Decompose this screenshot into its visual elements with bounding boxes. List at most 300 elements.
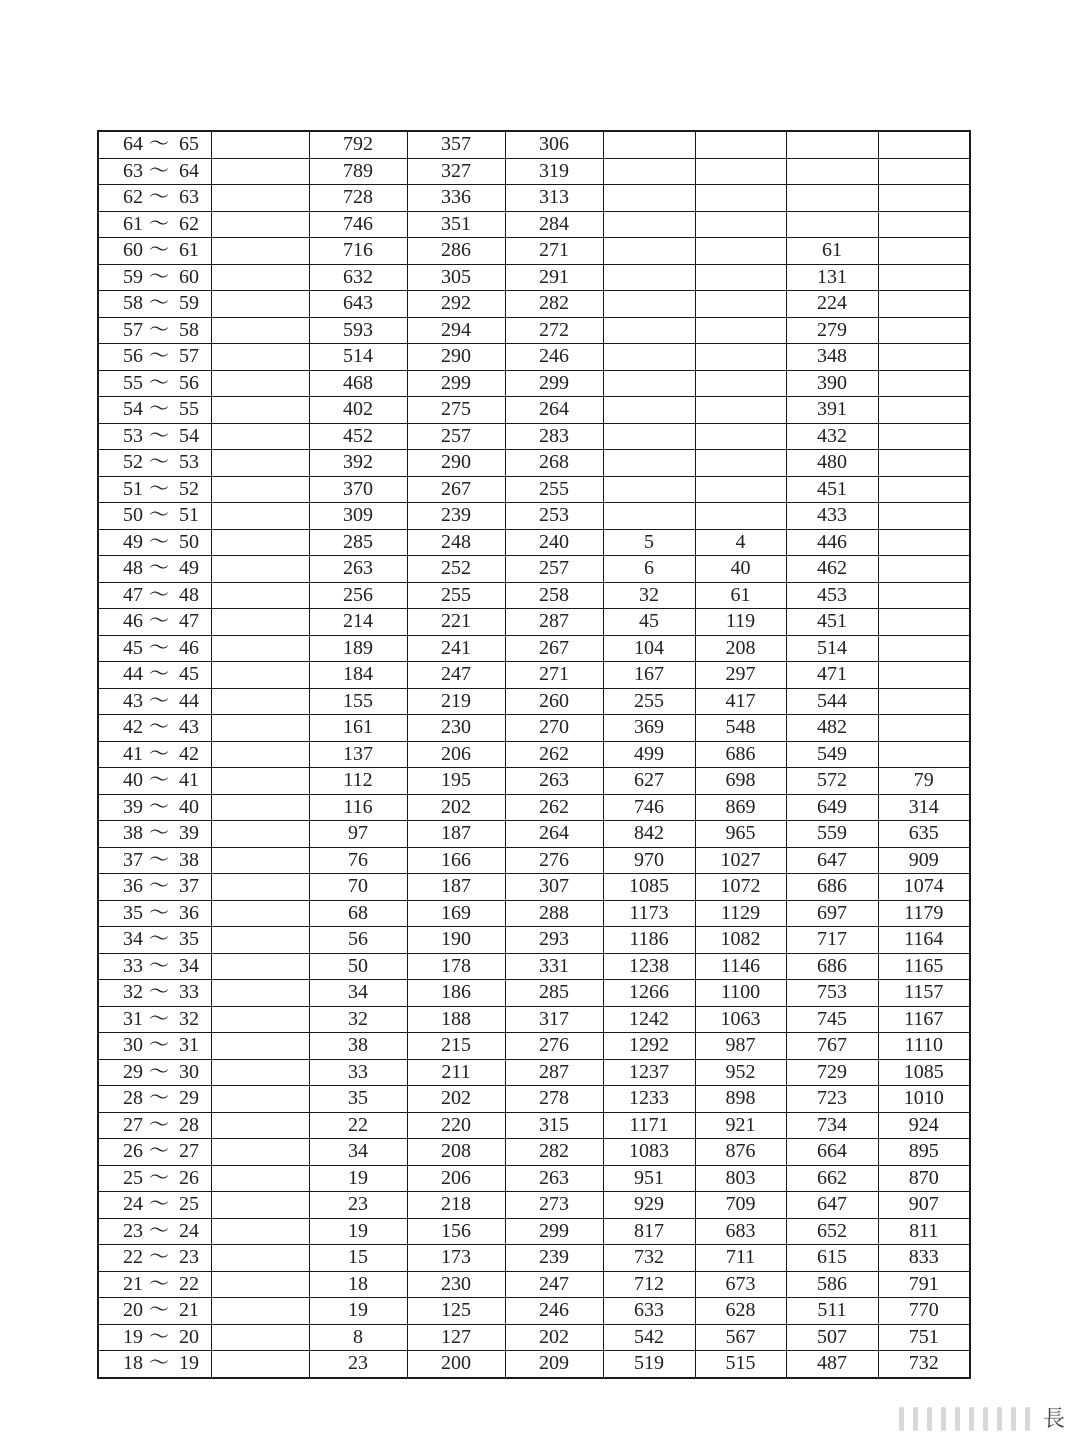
count-cell-c8: 909 (878, 847, 970, 874)
count-cell-c2: 97 (309, 821, 407, 848)
range-separator: ～ (149, 901, 169, 924)
count-cell-c2: 23 (309, 1351, 407, 1378)
range-high: 60 (179, 265, 199, 288)
count-cell-c7: 61 (786, 238, 878, 265)
count-cell-c6: 548 (695, 715, 786, 742)
count-cell-c4: 257 (505, 556, 603, 583)
count-cell-c6: 709 (695, 1192, 786, 1219)
range-high: 53 (179, 451, 199, 474)
range-high: 49 (179, 557, 199, 580)
count-cell-c5: 104 (603, 635, 695, 662)
range-high: 40 (179, 795, 199, 818)
range-separator: ～ (149, 689, 169, 712)
range-high: 35 (179, 928, 199, 951)
range-high: 22 (179, 1272, 199, 1295)
count-cell-c5 (603, 503, 695, 530)
count-cell-c8 (878, 158, 970, 185)
count-cell-c1 (211, 582, 309, 609)
count-cell-c4: 246 (505, 344, 603, 371)
count-cell-c2: 22 (309, 1112, 407, 1139)
count-cell-c4: 285 (505, 980, 603, 1007)
count-cell-c4: 307 (505, 874, 603, 901)
count-cell-c2: 468 (309, 370, 407, 397)
count-cell-c5: 519 (603, 1351, 695, 1378)
range-low: 31 (123, 1007, 143, 1030)
count-cell-c1 (211, 503, 309, 530)
range-low: 22 (123, 1246, 143, 1269)
count-cell-c6: 965 (695, 821, 786, 848)
count-cell-c6: 952 (695, 1059, 786, 1086)
count-cell-c4: 202 (505, 1324, 603, 1351)
count-cell-c3: 230 (407, 1271, 505, 1298)
count-cell-c8 (878, 317, 970, 344)
score-range-cell (98, 1006, 211, 1033)
count-cell-c7: 131 (786, 264, 878, 291)
count-cell-c1 (211, 1033, 309, 1060)
count-cell-c4: 283 (505, 423, 603, 450)
range-high: 54 (179, 424, 199, 447)
count-cell-c4: 267 (505, 635, 603, 662)
score-range-cell (98, 847, 211, 874)
count-cell-c5: 970 (603, 847, 695, 874)
count-cell-c2: 33 (309, 1059, 407, 1086)
count-cell-c5 (603, 344, 695, 371)
count-cell-c7: 482 (786, 715, 878, 742)
count-cell-c1 (211, 211, 309, 238)
count-cell-c6 (695, 423, 786, 450)
range-separator: ～ (149, 875, 169, 898)
count-cell-c5 (603, 238, 695, 265)
count-cell-c8 (878, 211, 970, 238)
count-cell-c3: 190 (407, 927, 505, 954)
range-separator: ～ (149, 1272, 169, 1295)
count-cell-c4: 331 (505, 953, 603, 980)
table-body (98, 131, 970, 1378)
range-low: 60 (123, 239, 143, 262)
count-cell-c3: 195 (407, 768, 505, 795)
count-cell-c1 (211, 397, 309, 424)
range-low: 32 (123, 981, 143, 1004)
score-range-cell (98, 1245, 211, 1272)
range-separator: ～ (149, 239, 169, 262)
count-cell-c8 (878, 185, 970, 212)
count-cell-c7: 664 (786, 1139, 878, 1166)
range-high: 55 (179, 398, 199, 421)
range-separator: ～ (149, 451, 169, 474)
range-separator: ～ (149, 212, 169, 235)
count-cell-c2: 155 (309, 688, 407, 715)
range-high: 52 (179, 477, 199, 500)
count-cell-c4: 282 (505, 291, 603, 318)
range-separator: ～ (149, 848, 169, 871)
count-cell-c3: 327 (407, 158, 505, 185)
count-cell-c4: 255 (505, 476, 603, 503)
range-low: 29 (123, 1060, 143, 1083)
range-high: 50 (179, 530, 199, 553)
count-cell-c2: 161 (309, 715, 407, 742)
range-high: 38 (179, 848, 199, 871)
range-low: 19 (123, 1325, 143, 1348)
count-cell-c5: 746 (603, 794, 695, 821)
count-cell-c3: 219 (407, 688, 505, 715)
count-cell-c2: 189 (309, 635, 407, 662)
count-cell-c5 (603, 264, 695, 291)
count-cell-c3: 125 (407, 1298, 505, 1325)
count-cell-c7: 462 (786, 556, 878, 583)
range-separator: ～ (149, 636, 169, 659)
score-range-cell (98, 397, 211, 424)
range-high: 33 (179, 981, 199, 1004)
table-row (98, 582, 970, 609)
count-cell-c7: 507 (786, 1324, 878, 1351)
range-high: 58 (179, 318, 199, 341)
count-cell-c7: 734 (786, 1112, 878, 1139)
count-cell-c4: 278 (505, 1086, 603, 1113)
count-cell-c1 (211, 1192, 309, 1219)
range-low: 57 (123, 318, 143, 341)
score-range-cell (98, 1218, 211, 1245)
score-range-cell (98, 317, 211, 344)
count-cell-c1 (211, 1271, 309, 1298)
range-separator: ～ (149, 504, 169, 527)
score-range-cell (98, 264, 211, 291)
table-row (98, 662, 970, 689)
count-cell-c7: 753 (786, 980, 878, 1007)
count-cell-c7: 662 (786, 1165, 878, 1192)
count-cell-c8: 791 (878, 1271, 970, 1298)
scroll-indicator (895, 1405, 1041, 1435)
count-cell-c8 (878, 450, 970, 477)
count-cell-c2: 35 (309, 1086, 407, 1113)
range-low: 18 (123, 1352, 143, 1375)
count-cell-c2: 19 (309, 1298, 407, 1325)
count-cell-c2: 50 (309, 953, 407, 980)
count-cell-c4: 287 (505, 609, 603, 636)
count-cell-c7: 697 (786, 900, 878, 927)
count-cell-c7: 446 (786, 529, 878, 556)
count-cell-c8: 895 (878, 1139, 970, 1166)
count-cell-c4: 247 (505, 1271, 603, 1298)
range-low: 61 (123, 212, 143, 235)
count-cell-c8: 870 (878, 1165, 970, 1192)
range-separator: ～ (149, 795, 169, 818)
count-cell-c2: 370 (309, 476, 407, 503)
score-range-cell (98, 741, 211, 768)
count-cell-c7: 647 (786, 847, 878, 874)
count-cell-c8 (878, 264, 970, 291)
count-cell-c3: 290 (407, 450, 505, 477)
range-separator: ～ (149, 133, 169, 156)
count-cell-c6: 869 (695, 794, 786, 821)
score-range-cell (98, 211, 211, 238)
count-cell-c1 (211, 1298, 309, 1325)
range-separator: ～ (149, 345, 169, 368)
count-cell-c6: 711 (695, 1245, 786, 1272)
count-cell-c5: 1242 (603, 1006, 695, 1033)
range-separator: ～ (149, 398, 169, 421)
range-separator: ～ (149, 424, 169, 447)
count-cell-c5: 167 (603, 662, 695, 689)
table-row (98, 688, 970, 715)
range-high: 64 (179, 159, 199, 182)
count-cell-c2: 68 (309, 900, 407, 927)
range-low: 39 (123, 795, 143, 818)
count-cell-c2: 15 (309, 1245, 407, 1272)
range-low: 20 (123, 1299, 143, 1322)
count-cell-c3: 188 (407, 1006, 505, 1033)
range-high: 36 (179, 901, 199, 924)
count-cell-c1 (211, 980, 309, 1007)
score-range-cell (98, 1271, 211, 1298)
range-low: 26 (123, 1140, 143, 1163)
count-cell-c2: 56 (309, 927, 407, 954)
range-high: 45 (179, 663, 199, 686)
range-high: 42 (179, 742, 199, 765)
count-cell-c3: 290 (407, 344, 505, 371)
count-cell-c5 (603, 185, 695, 212)
count-cell-c2: 643 (309, 291, 407, 318)
range-low: 36 (123, 875, 143, 898)
count-cell-c8: 907 (878, 1192, 970, 1219)
score-range-cell (98, 953, 211, 980)
range-low: 45 (123, 636, 143, 659)
range-high: 62 (179, 212, 199, 235)
count-cell-c8: 1074 (878, 874, 970, 901)
count-cell-c4: 262 (505, 741, 603, 768)
score-distribution-table-container (97, 130, 971, 1379)
count-cell-c6: 1072 (695, 874, 786, 901)
count-cell-c7: 279 (786, 317, 878, 344)
count-cell-c6: 4 (695, 529, 786, 556)
table-row (98, 185, 970, 212)
count-cell-c5: 1292 (603, 1033, 695, 1060)
count-cell-c8 (878, 423, 970, 450)
count-cell-c7: 224 (786, 291, 878, 318)
count-cell-c2: 746 (309, 211, 407, 238)
range-separator: ～ (149, 557, 169, 580)
count-cell-c6: 898 (695, 1086, 786, 1113)
count-cell-c6: 1100 (695, 980, 786, 1007)
range-high: 27 (179, 1140, 199, 1163)
count-cell-c2: 309 (309, 503, 407, 530)
count-cell-c1 (211, 1324, 309, 1351)
range-separator: ～ (149, 1166, 169, 1189)
count-cell-c5: 45 (603, 609, 695, 636)
range-high: 46 (179, 636, 199, 659)
count-cell-c4: 273 (505, 1192, 603, 1219)
count-cell-c2: 116 (309, 794, 407, 821)
count-cell-c4: 313 (505, 185, 603, 212)
count-cell-c6: 628 (695, 1298, 786, 1325)
table-row (98, 370, 970, 397)
table-row (98, 768, 970, 795)
count-cell-c5: 5 (603, 529, 695, 556)
table-row (98, 847, 970, 874)
count-cell-c1 (211, 344, 309, 371)
table-row (98, 556, 970, 583)
range-separator: ～ (149, 1034, 169, 1057)
count-cell-c6: 1129 (695, 900, 786, 927)
count-cell-c1 (211, 1139, 309, 1166)
count-cell-c7: 451 (786, 609, 878, 636)
range-separator: ～ (149, 530, 169, 553)
count-cell-c6 (695, 131, 786, 158)
count-cell-c5: 1233 (603, 1086, 695, 1113)
count-cell-c2: 392 (309, 450, 407, 477)
count-cell-c2: 789 (309, 158, 407, 185)
count-cell-c6 (695, 317, 786, 344)
count-cell-c6: 61 (695, 582, 786, 609)
count-cell-c1 (211, 662, 309, 689)
count-cell-c6: 698 (695, 768, 786, 795)
count-cell-c4: 246 (505, 1298, 603, 1325)
count-cell-c5: 929 (603, 1192, 695, 1219)
score-range-cell (98, 582, 211, 609)
count-cell-c3: 257 (407, 423, 505, 450)
score-range-cell (98, 874, 211, 901)
table-row (98, 953, 970, 980)
count-cell-c4: 319 (505, 158, 603, 185)
range-separator: ～ (149, 1140, 169, 1163)
range-separator: ～ (149, 663, 169, 686)
count-cell-c2: 402 (309, 397, 407, 424)
count-cell-c4: 268 (505, 450, 603, 477)
count-cell-c1 (211, 423, 309, 450)
count-cell-c7: 729 (786, 1059, 878, 1086)
count-cell-c4: 276 (505, 847, 603, 874)
count-cell-c3: 351 (407, 211, 505, 238)
table-row (98, 1324, 970, 1351)
count-cell-c1 (211, 609, 309, 636)
count-cell-c7: 514 (786, 635, 878, 662)
count-cell-c2: 452 (309, 423, 407, 450)
score-range-cell (98, 450, 211, 477)
count-cell-c1 (211, 741, 309, 768)
table-row (98, 1218, 970, 1245)
range-low: 35 (123, 901, 143, 924)
range-low: 50 (123, 504, 143, 527)
table-row (98, 715, 970, 742)
count-cell-c2: 263 (309, 556, 407, 583)
score-range-cell (98, 556, 211, 583)
range-high: 20 (179, 1325, 199, 1348)
count-cell-c4: 262 (505, 794, 603, 821)
range-high: 57 (179, 345, 199, 368)
count-cell-c6: 40 (695, 556, 786, 583)
score-range-cell (98, 1351, 211, 1378)
range-low: 52 (123, 451, 143, 474)
table-row (98, 927, 970, 954)
count-cell-c2: 214 (309, 609, 407, 636)
range-high: 65 (179, 133, 199, 156)
count-cell-c2: 70 (309, 874, 407, 901)
count-cell-c5: 1173 (603, 900, 695, 927)
score-range-cell (98, 635, 211, 662)
count-cell-c4: 240 (505, 529, 603, 556)
range-separator: ～ (149, 186, 169, 209)
range-low: 41 (123, 742, 143, 765)
count-cell-c5: 255 (603, 688, 695, 715)
count-cell-c7: 767 (786, 1033, 878, 1060)
count-cell-c1 (211, 688, 309, 715)
count-cell-c4: 263 (505, 768, 603, 795)
count-cell-c1 (211, 953, 309, 980)
score-range-cell (98, 794, 211, 821)
range-high: 44 (179, 689, 199, 712)
count-cell-c3: 255 (407, 582, 505, 609)
count-cell-c4: 270 (505, 715, 603, 742)
range-high: 47 (179, 610, 199, 633)
range-high: 43 (179, 716, 199, 739)
table-row (98, 635, 970, 662)
count-cell-c3: 292 (407, 291, 505, 318)
table-row (98, 238, 970, 265)
count-cell-c3: 187 (407, 874, 505, 901)
range-separator: ～ (149, 716, 169, 739)
table-row (98, 344, 970, 371)
count-cell-c1 (211, 768, 309, 795)
count-cell-c3: 220 (407, 1112, 505, 1139)
range-separator: ～ (149, 1352, 169, 1375)
count-cell-c8 (878, 635, 970, 662)
count-cell-c2: 76 (309, 847, 407, 874)
count-cell-c3: 305 (407, 264, 505, 291)
score-range-cell (98, 238, 211, 265)
count-cell-c2: 728 (309, 185, 407, 212)
count-cell-c7: 511 (786, 1298, 878, 1325)
range-high: 34 (179, 954, 199, 977)
count-cell-c8 (878, 370, 970, 397)
count-cell-c6 (695, 238, 786, 265)
count-cell-c3: 357 (407, 131, 505, 158)
count-cell-c3: 218 (407, 1192, 505, 1219)
count-cell-c5 (603, 317, 695, 344)
count-cell-c8: 1179 (878, 900, 970, 927)
range-high: 28 (179, 1113, 199, 1136)
range-separator: ～ (149, 1007, 169, 1030)
count-cell-c1 (211, 1165, 309, 1192)
table-row (98, 1006, 970, 1033)
count-cell-c8 (878, 609, 970, 636)
count-cell-c1 (211, 1351, 309, 1378)
count-cell-c2: 23 (309, 1192, 407, 1219)
count-cell-c2: 34 (309, 980, 407, 1007)
count-cell-c2: 137 (309, 741, 407, 768)
count-cell-c1 (211, 291, 309, 318)
count-cell-c3: 206 (407, 1165, 505, 1192)
score-range-cell (98, 370, 211, 397)
count-cell-c7: 745 (786, 1006, 878, 1033)
count-cell-c1 (211, 1112, 309, 1139)
range-high: 26 (179, 1166, 199, 1189)
range-high: 25 (179, 1193, 199, 1216)
count-cell-c6: 1063 (695, 1006, 786, 1033)
count-cell-c1 (211, 847, 309, 874)
range-separator: ～ (149, 1060, 169, 1083)
range-high: 37 (179, 875, 199, 898)
count-cell-c2: 256 (309, 582, 407, 609)
table-row (98, 317, 970, 344)
range-separator: ～ (149, 371, 169, 394)
range-low: 37 (123, 848, 143, 871)
count-cell-c1 (211, 529, 309, 556)
count-cell-c6 (695, 370, 786, 397)
count-cell-c4: 272 (505, 317, 603, 344)
range-low: 54 (123, 398, 143, 421)
table-row (98, 1033, 970, 1060)
score-range-cell (98, 529, 211, 556)
count-cell-c6: 1027 (695, 847, 786, 874)
